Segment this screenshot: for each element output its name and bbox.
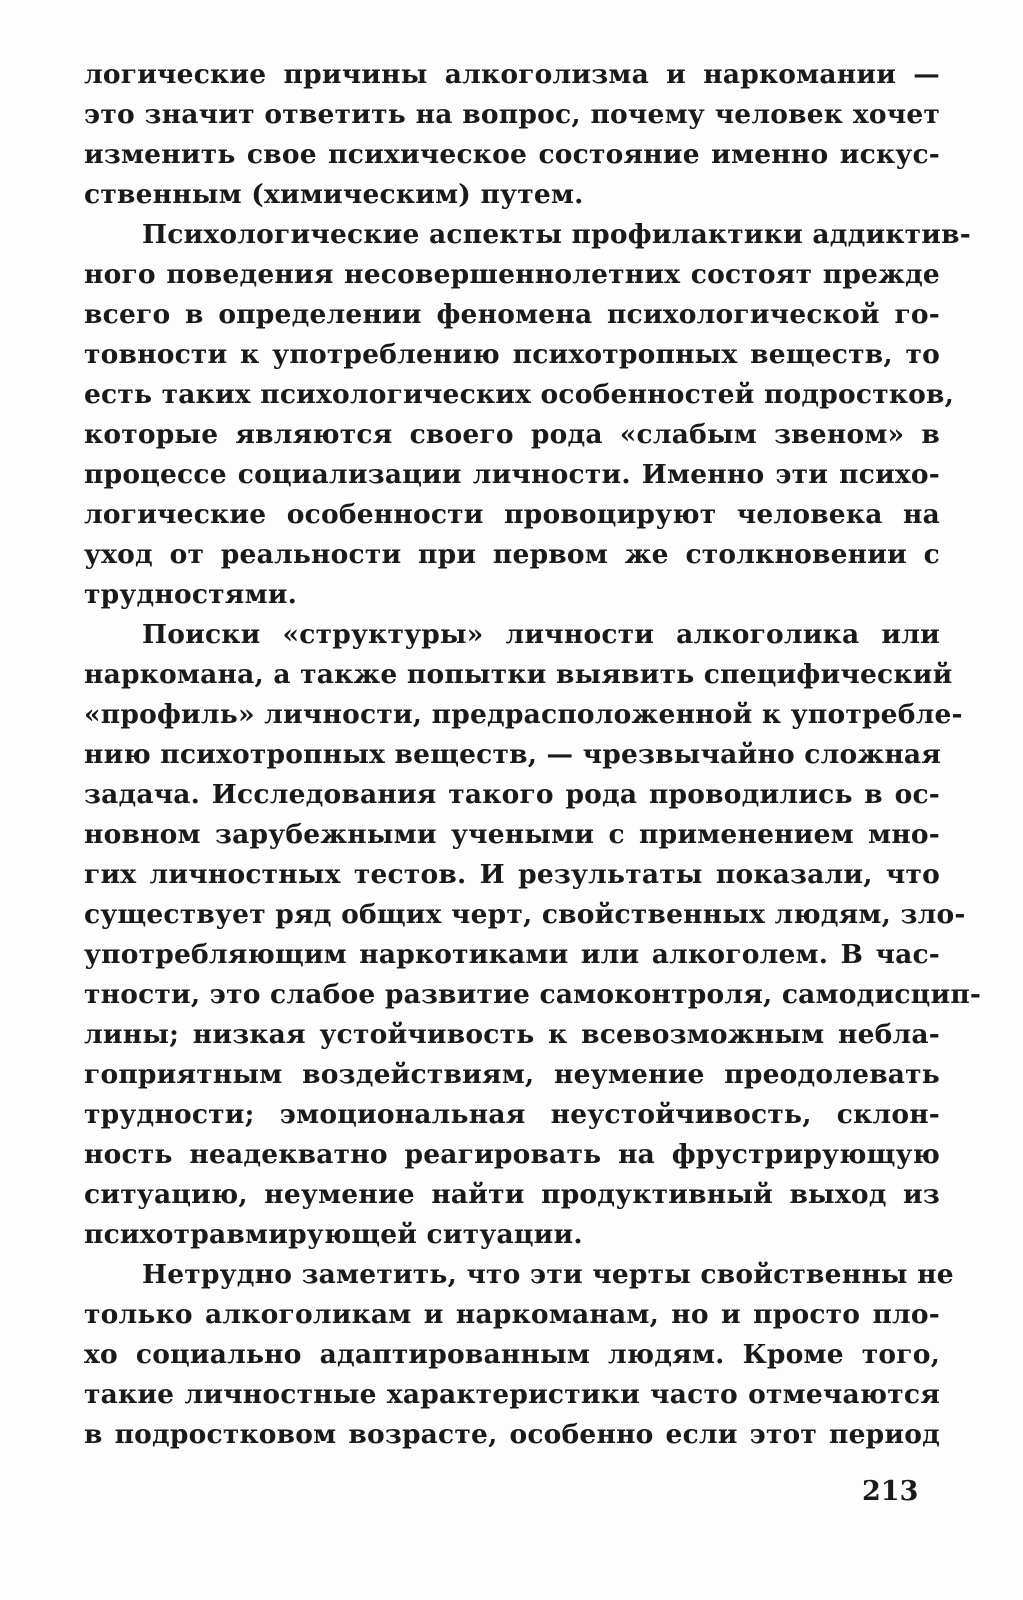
- paragraph-1: [84, 55, 940, 215]
- text-line: трудностями.: [84, 579, 298, 610]
- text-line: хо социально адаптированным людям. Кроме того,: [84, 1339, 940, 1370]
- text-line: новном зарубежными учеными с применением мно-: [84, 819, 940, 850]
- text-line: ность неадекватно реагировать на фрустрирующую: [84, 1139, 940, 1170]
- text-line: процессе социализации личности. Именно эти психо-: [84, 459, 940, 490]
- text-line: наркомана, а также попытки выявить специфический: [84, 659, 953, 690]
- page-number: 213: [862, 1476, 919, 1507]
- text-line: гоприятным воздействиям, неумение преодолевать: [84, 1059, 940, 1090]
- text-line: ного поведения несовершеннолетних состоят прежде: [84, 259, 940, 290]
- text-line: ственным (химическим) путем.: [84, 179, 584, 210]
- text-line: в подростковом возрасте, особенно если этот период: [84, 1419, 940, 1450]
- text-line: изменить свое психическое состояние именно искус-: [84, 139, 940, 170]
- text-line: уход от реальности при первом же столкновении с: [84, 539, 940, 570]
- text-line: тности, это слабое развитие самоконтроля, самодисцип-: [84, 979, 982, 1010]
- text-line: Психологические аспекты профилактики аддиктив-: [142, 219, 971, 250]
- text-line: Нетрудно заметить, что эти черты свойственны не: [142, 1259, 954, 1290]
- body-text: [84, 55, 982, 1455]
- text-line: Поиски «структуры» личности алкоголика или: [142, 619, 940, 650]
- text-line: такие личностные характеристики часто отмечаются: [84, 1379, 940, 1410]
- text-line: всего в определении феномена психологической го-: [84, 299, 940, 330]
- text-line: задача. Исследования такого рода проводились в ос-: [84, 779, 940, 810]
- text-line: только алкоголикам и наркоманам, но и просто пло-: [84, 1299, 940, 1330]
- text-line: логические особенности провоцируют человека на: [84, 499, 940, 530]
- text-line: существует ряд общих черт, свойственных людям, зло-: [84, 899, 966, 930]
- text-line: лины; низкая устойчивость к всевозможным небла-: [84, 1019, 940, 1050]
- text-line: ситуацию, неумение найти продуктивный выход из: [84, 1179, 940, 1210]
- text-line: гих личностных тестов. И результаты показали, что: [84, 859, 940, 890]
- text-line: логические причины алкоголизма и наркомании —: [84, 59, 940, 90]
- text-line: употребляющим наркотиками или алкоголем. В час-: [84, 939, 940, 970]
- paragraph-3: [84, 615, 982, 1255]
- text-line: товности к употреблению психотропных веществ, то: [84, 339, 940, 370]
- text-line: есть таких психологических особенностей подростков,: [84, 379, 955, 410]
- text-line: нию психотропных веществ, — чрезвычайно сложная: [84, 739, 942, 770]
- paragraph-4: [84, 1255, 954, 1455]
- paragraph-2: [84, 215, 971, 615]
- text-line: которые являются своего рода «слабым звеном» в: [84, 419, 940, 450]
- text-line: это значит ответить на вопрос, почему человек хочет: [84, 99, 940, 130]
- text-line: психотравмирующей ситуации.: [84, 1219, 583, 1250]
- text-line: «профиль» личности, предрасположенной к употребле-: [84, 699, 963, 730]
- text-line: трудности; эмоциональная неустойчивость, склон-: [84, 1099, 940, 1130]
